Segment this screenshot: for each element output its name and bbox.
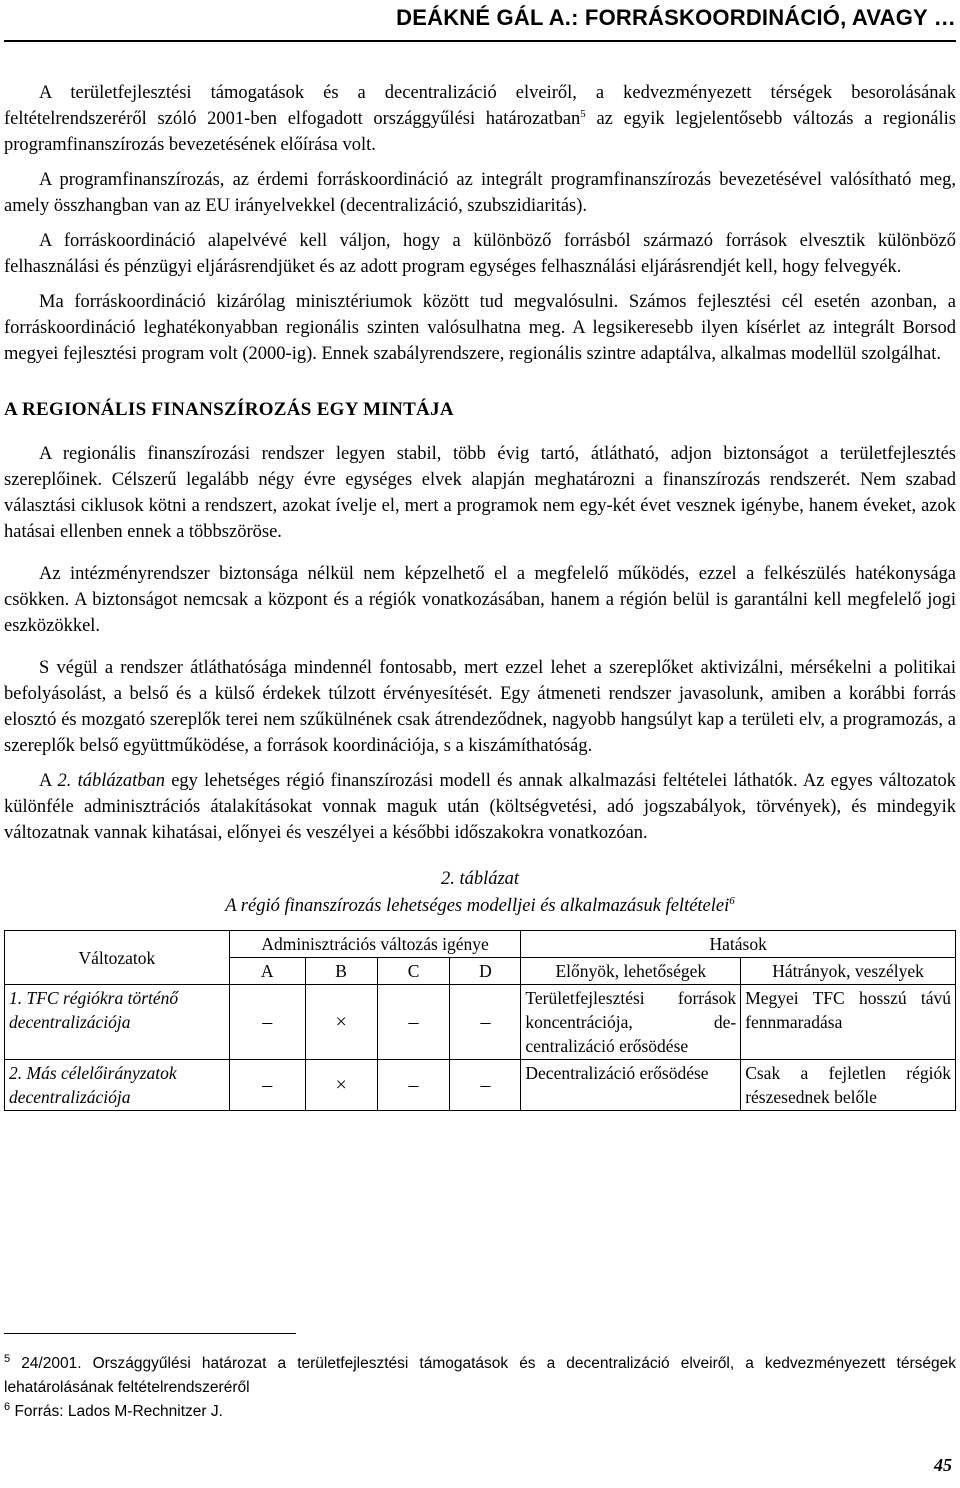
row-variant: 2. Más célelőirányzatok decentralizációja <box>5 1060 230 1111</box>
footnote-number: 5 <box>4 1352 11 1365</box>
body-text <box>4 80 956 1111</box>
header-advantages: Előnyök, lehetőségek <box>521 958 741 985</box>
table-ref-before: A <box>39 771 58 791</box>
table-row <box>5 985 956 1060</box>
table-ref-after: egy lehetséges régió finanszírozási modell és annak alkalmazási feltételei láthatók. Az egyes változatok különféle adminisztrációs átalakításokat vonnak maguk után (költségvetési, adó jogszabályok, törvények), és mindegyik változatnak vannak kihatásai, előnyei és veszélyei a későbbi időszakokra vonatkozóan. <box>4 771 956 843</box>
section-paragraph-2: Az intézményrendszer biztonsága nélkül nem képzelhető el a megfelelő működés, ezzel a felkészülés hatékonysága csökken. A biztonságot nemcsak a központ és a régiók vonatkozásában, hanem a régión belül is garantálni kell megfelelő jogi eszközökkel. <box>4 564 956 636</box>
cell-d: – <box>450 985 521 1060</box>
table-title-line <box>4 893 956 920</box>
footnotes <box>4 1352 956 1424</box>
footnote-rule <box>4 1333 296 1334</box>
paragraph-1 <box>4 80 956 158</box>
cell-b: × <box>305 1060 377 1111</box>
cell-c: – <box>377 1060 450 1111</box>
paragraph-3: A forráskoordináció alapelvévé kell váljon, hogy a különböző forrásból származó források elvesztik különböző felhasználási és pénzügyi eljárásrendjüket és az adott program egységes felhasználási eljárásrendjét kell, hogy felvegyék. <box>4 231 956 277</box>
document-page <box>4 0 956 1488</box>
table-ref-link[interactable]: 2. táblázatban <box>57 771 165 791</box>
page-number: 45 <box>934 1455 952 1475</box>
footnote-ref-5[interactable]: 5 <box>580 107 586 120</box>
cell-c: – <box>377 985 450 1060</box>
header-admin-need: Adminisztrációs változás igénye <box>229 931 521 958</box>
cell-d: – <box>450 1060 521 1111</box>
table-caption <box>4 866 956 920</box>
footnote-6 <box>4 1400 956 1424</box>
footnote-text: 24/2001. Országgyűlési határozat a területfejlesztési támogatások és a decentralizáció elveiről, a kedvezményezett térségek lehatárolásának feltételrendszeréről <box>4 1355 956 1396</box>
cell-a: – <box>229 1060 305 1111</box>
header-variants: Változatok <box>5 931 230 985</box>
table-row <box>5 1060 956 1111</box>
cell-advantages: Decentralizáció erősödése <box>521 1060 741 1111</box>
cell-advantages: Területfejlesztési források koncentrációja, decentralizáció erősödése <box>521 985 741 1060</box>
table-title: A régió finanszírozás lehetséges modelljei és alkalmazásuk feltételei <box>225 896 730 916</box>
header-col-b: B <box>305 958 377 985</box>
paragraph-2: A programfinanszírozás, az érdemi forráskoordináció az integrált programfinanszírozás bevezetésével valósítható meg, amely összhangban van az EU irányelvekkel (decentralizáció, szubszidiaritás). <box>4 170 956 216</box>
footnote-5 <box>4 1352 956 1400</box>
section-heading: A REGIONÁLIS FINANSZÍROZÁS EGY MINTÁJA <box>4 399 454 420</box>
paragraph-4: Ma forráskoordináció kizárólag minisztériumok között tud megvalósulni. Számos fejlesztési cél esetén azonban, a forráskoordináció leghatékonyabban regionális szinten valósulhatna meg. A legsikeresebb ilyen kísérlet az integrált Borsod megyei fejlesztési program volt (2000-ig). Ennek szabályrendszere, regionális szintre adaptálva, alkalmas modellül szolgálhat. <box>4 292 956 364</box>
paragraph-1-text-end: az egyik legjelentősebb változás a regionális programfinanszírozás bevezetésének előírása volt. <box>4 109 956 155</box>
cell-disadvantages: Megyei TFC hosszú távú fennmaradása <box>741 985 956 1060</box>
header-rule <box>4 40 956 42</box>
header-effects: Hatások <box>521 931 956 958</box>
row-variant: 1. TFC régiókra történő decentralizációja <box>5 985 230 1060</box>
footnote-text: Forrás: Lados M-Rechnitzer J. <box>14 1403 223 1420</box>
table-header-row-1 <box>5 931 956 958</box>
paragraph-1-text: A területfejlesztési támogatások és a decentralizáció elveiről, a kedvezményezett térségek besorolásának feltételrendszeréről szóló 2001-ben elfogadott országgyűlési határozatban <box>4 83 956 129</box>
section-paragraph-3: S végül a rendszer átláthatósága mindennél fontosabb, mert ezzel lehet a szereplőket aktivizálni, mérsékelni a politikai befolyásolást, a belső és a külső érdekek túlzott érvényesítését. Egy átmeneti rendszer javasolunk, amiben a korábbi forrás elosztó és mozgató szereplők terei nem szűkülnének csak átrendeződnek, nagyobb hangsúlyt kap a területi elv, a programozás, a szereplők belső együttműködése, a források koordinációja, s a kiszámíthatóság. <box>4 658 956 756</box>
footnote-ref-6[interactable]: 6 <box>729 894 735 907</box>
header-disadvantages: Hátrányok, veszélyek <box>741 958 956 985</box>
table-reference-paragraph <box>4 768 956 846</box>
models-table <box>4 930 956 1111</box>
cell-disadvantages: Csak a fejletlen régiók részesednek belőle <box>741 1060 956 1111</box>
header-col-d: D <box>450 958 521 985</box>
header-col-a: A <box>229 958 305 985</box>
table-label: 2. táblázat <box>440 869 520 889</box>
cell-b: × <box>305 985 377 1060</box>
section-paragraph-1: A regionális finanszírozási rendszer legyen stabil, több évig tartó, átlátható, adjon biztonságot a területfejlesztés szereplőinek. Célszerű legalább négy évre egységes elvek alapján meghatározni a finanszírozás rendszerét. Nem szabad választási ciklusok kötni a rendszert, azokat ívelje el, mert a programok nem egy-két évet vesznek igénybe, hanem éveket, azok hatásai ellenben ennek a többszöröse. <box>4 444 956 542</box>
footnote-number: 6 <box>4 1400 11 1413</box>
cell-a: – <box>229 985 305 1060</box>
running-head: DEÁKNÉ GÁL A.: FORRÁSKOORDINÁCIÓ, AVAGY … <box>396 5 956 30</box>
header-col-c: C <box>377 958 450 985</box>
